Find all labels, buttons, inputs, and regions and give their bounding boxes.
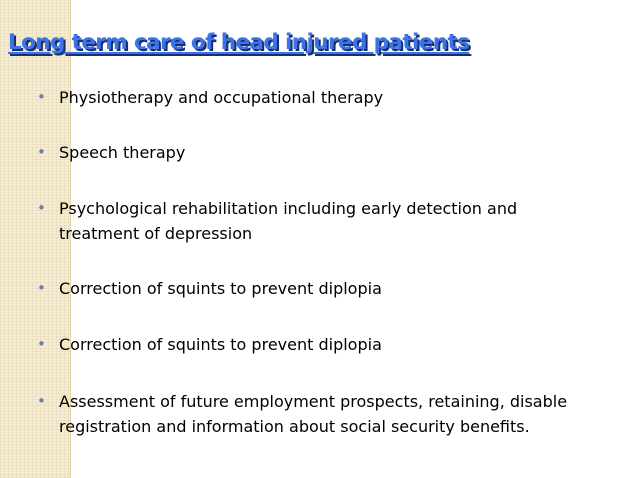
bullet-text: Speech therapy	[59, 143, 186, 162]
bullet-text: Physiotherapy and occupational therapy	[59, 88, 384, 107]
bullet-icon: •	[37, 279, 46, 297]
bullet-text: Correction of squints to prevent diplopia	[59, 335, 382, 354]
bullet-icon: •	[37, 199, 46, 217]
bullet-text: Psychological rehabilitation including early detection and treatment of depression	[59, 199, 518, 243]
bullet-icon: •	[37, 143, 46, 161]
slide-title: Long term care of head injured patients	[8, 30, 470, 55]
bullet-icon: •	[37, 88, 46, 106]
bullet-item	[37, 332, 622, 357]
bullet-icon: •	[37, 335, 46, 353]
bullet-item	[37, 196, 557, 246]
bullet-text: Correction of squints to prevent diplopia	[59, 279, 382, 298]
bullet-item	[37, 140, 622, 165]
bullet-item	[37, 85, 622, 110]
bullet-item	[37, 276, 622, 301]
bullet-item	[37, 389, 615, 439]
bullet-icon: •	[37, 392, 46, 410]
bullet-text: Assessment of future employment prospects, retaining, disable registration and information about social security benefits.	[59, 392, 568, 436]
